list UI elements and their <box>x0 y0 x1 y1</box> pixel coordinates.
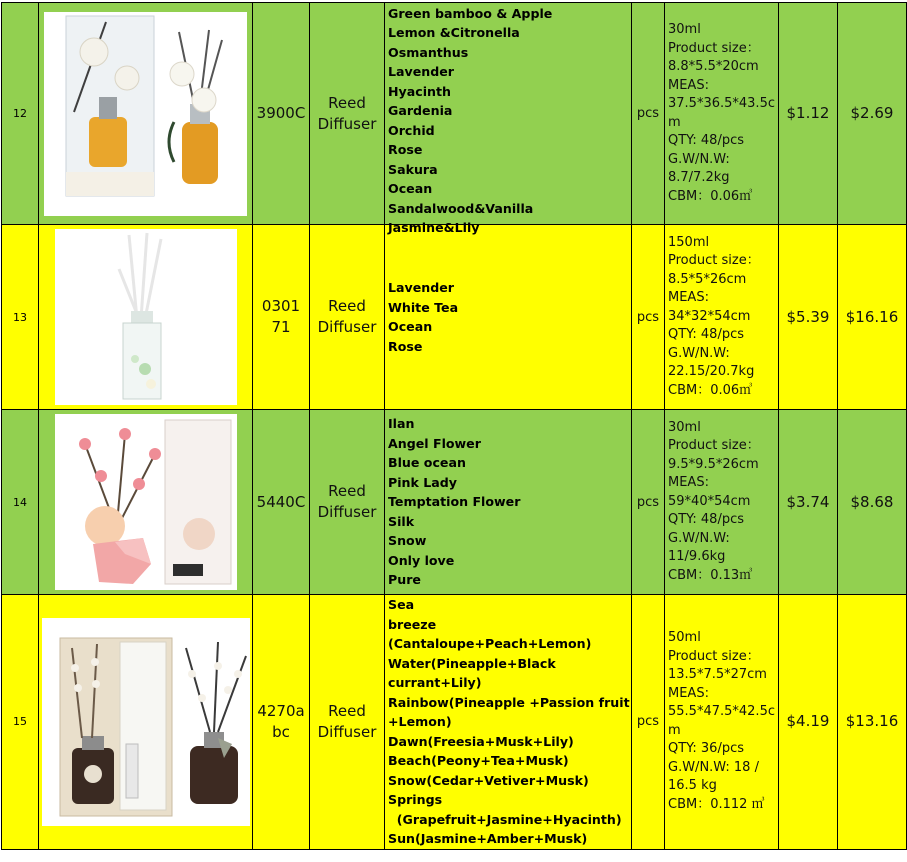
spec-line: G.W/N.W: <box>668 530 730 546</box>
unit-price: $4.19 <box>779 595 838 850</box>
product-code <box>253 595 310 850</box>
spec-line: Product size： <box>668 40 760 56</box>
retail-price: $16.16 <box>838 225 907 410</box>
unit-price: $5.39 <box>779 225 838 410</box>
row-index: 14 <box>2 410 39 595</box>
scent-item: Sandalwood&Vanilla <box>388 200 534 216</box>
scent-item: (Grapefruit+Jasmine+Hyacinth) <box>388 811 622 827</box>
spec-line: m <box>668 722 681 738</box>
product-name: Reed Diffuser <box>310 3 385 225</box>
row-index: 13 <box>2 225 39 410</box>
dark-bottle-gift-set-image <box>42 618 250 826</box>
product-name: Reed Diffuser <box>310 225 385 410</box>
scent-item: Silk <box>388 513 415 529</box>
scent-item: Rose <box>388 338 423 354</box>
spec-line: 22.15/20.7kg <box>668 364 755 380</box>
spec-cell <box>665 225 779 410</box>
scent-item: Gardenia <box>388 103 453 118</box>
spec-line: Product size： <box>668 438 760 454</box>
scent-item: Sea <box>388 597 415 612</box>
scent-item: Beach(Peony+Tea+Musk) <box>388 753 569 768</box>
product-table <box>1 2 907 850</box>
spec-line: 30ml <box>668 22 701 37</box>
product-image-cell <box>39 3 253 225</box>
spec-line: MEAS: <box>668 475 709 491</box>
unit: pcs <box>632 410 665 595</box>
spec-line: Product size： <box>668 648 760 664</box>
scent-item: Temptation Flower <box>388 494 521 510</box>
scent-item: Ocean <box>388 181 433 196</box>
product-image-cell <box>39 225 253 410</box>
scent-item: +Lemon) <box>388 714 452 729</box>
spec-line: G.W/N.W: <box>668 151 730 167</box>
scent-item: Jasmine&Lily <box>388 220 480 235</box>
scent-item: Angel Flower <box>388 435 481 451</box>
spec-cell <box>665 595 779 850</box>
table-row <box>2 225 907 410</box>
scent-item: Orchid <box>388 122 435 138</box>
spec-line: QTY: 48/pcs <box>668 327 744 343</box>
product-image-cell <box>39 595 253 850</box>
spec-line: 16.5 kg <box>668 778 717 794</box>
spec-line: 34*32*54cm <box>668 308 751 324</box>
product-name: Reed Diffuser <box>310 410 385 595</box>
scent-item: Lavender <box>388 64 455 79</box>
product-image-cell <box>39 410 253 595</box>
scent-item: Sakura <box>388 161 438 177</box>
scent-item: Ocean <box>388 319 433 334</box>
scent-item: Green bamboo & Apple <box>388 5 553 21</box>
scent-list <box>385 225 632 410</box>
scent-item: Snow(Cedar+Vetiver+Musk) <box>388 772 589 788</box>
spec-line: QTY: 48/pcs <box>668 133 744 148</box>
spec-line: QTY: 48/pcs <box>668 512 744 528</box>
scent-item: Ilan <box>388 416 415 432</box>
retail-price: $8.68 <box>838 410 907 595</box>
spec-line: MEAS: <box>668 77 709 93</box>
unit-price: $3.74 <box>779 410 838 595</box>
spec-line: 8.5*5*26cm <box>668 271 747 287</box>
scent-item: Rose <box>388 142 423 157</box>
scent-item: breeze <box>388 616 437 632</box>
table-row <box>2 3 907 225</box>
scent-item: Hyacinth <box>388 83 451 99</box>
scent-item: White Tea <box>388 299 459 315</box>
scent-item: Only love <box>388 552 455 568</box>
product-code: 5440C <box>253 410 310 595</box>
spec-line: G.W/N.W: 18 / <box>668 759 759 775</box>
spec-cell <box>665 3 779 225</box>
spec-line: 50ml <box>668 630 701 646</box>
unit: pcs <box>632 3 665 225</box>
reed-diffuser-gift-box-image <box>44 12 247 216</box>
scent-item: Blue ocean <box>388 455 466 471</box>
spec-line: 8.8*5.5*20cm <box>668 59 759 74</box>
product-code <box>253 225 310 410</box>
scent-item: Rainbow(Pineapple +Passion fruit <box>388 694 630 710</box>
spec-line: 9.5*9.5*26cm <box>668 456 759 472</box>
product-code-text: 4270abc <box>257 701 305 741</box>
scent-list <box>385 595 632 850</box>
scent-item: (Cantaloupe+Peach+Lemon) <box>388 636 592 651</box>
scent-item: Sun(Jasmine+Amber+Musk) <box>388 831 588 846</box>
pink-vase-diffuser-image <box>55 414 237 590</box>
spec-line: QTY: 36/pcs <box>668 741 744 757</box>
retail-price: $13.16 <box>838 595 907 850</box>
spec-line: 150ml <box>668 234 710 250</box>
spec-line: CBM：0.112 ㎥ <box>668 796 765 812</box>
spec-line: CBM：0.06㎥ <box>668 382 753 398</box>
spec-line: 30ml <box>668 419 701 435</box>
spec-line: 11/9.6kg <box>668 549 726 565</box>
spec-line: Product size： <box>668 253 760 269</box>
scent-item: Dawn(Freesia+Musk+Lily) <box>388 733 574 749</box>
scent-item: Osmanthus <box>388 44 469 60</box>
spec-line: 55.5*47.5*42.5c <box>668 704 775 720</box>
scent-item: Pink Lady <box>388 474 458 490</box>
spec-line: MEAS: <box>668 685 709 701</box>
glass-reed-diffuser-image <box>55 229 237 405</box>
unit-price: $1.12 <box>779 3 838 225</box>
product-code-text: 030171 <box>261 297 301 336</box>
spec-cell <box>665 410 779 595</box>
scent-item: Lavender <box>388 280 455 295</box>
scent-item: Snow <box>388 533 427 549</box>
row-index: 12 <box>2 3 39 225</box>
spec-line: G.W/N.W: <box>668 345 730 361</box>
scent-item: Springs <box>388 792 443 807</box>
scent-item: Water(Pineapple+Black <box>388 655 556 671</box>
spec-line: 8.7/7.2kg <box>668 170 730 185</box>
scent-item: Lemon &Citronella <box>388 25 520 40</box>
table-row <box>2 410 907 595</box>
spec-line: CBM：0.13㎥ <box>668 567 753 583</box>
product-name: Reed Diffuser <box>310 595 385 850</box>
retail-price: $2.69 <box>838 3 907 225</box>
spec-line: m <box>668 114 681 130</box>
spec-line: 37.5*36.5*43.5c <box>668 96 775 111</box>
unit: pcs <box>632 595 665 850</box>
spec-line: 59*40*54cm <box>668 493 751 509</box>
scent-item: Pure <box>388 572 421 588</box>
scent-item: currant+Lily) <box>388 675 482 690</box>
spec-line: CBM：0.06㎥ <box>668 188 753 204</box>
spec-line: MEAS: <box>668 290 709 306</box>
row-index: 15 <box>2 595 39 850</box>
scent-list <box>385 410 632 595</box>
scent-list <box>385 3 632 235</box>
spec-line: 13.5*7.5*27cm <box>668 667 767 683</box>
table-row <box>2 595 907 850</box>
product-code: 3900C <box>253 3 310 225</box>
unit: pcs <box>632 225 665 410</box>
